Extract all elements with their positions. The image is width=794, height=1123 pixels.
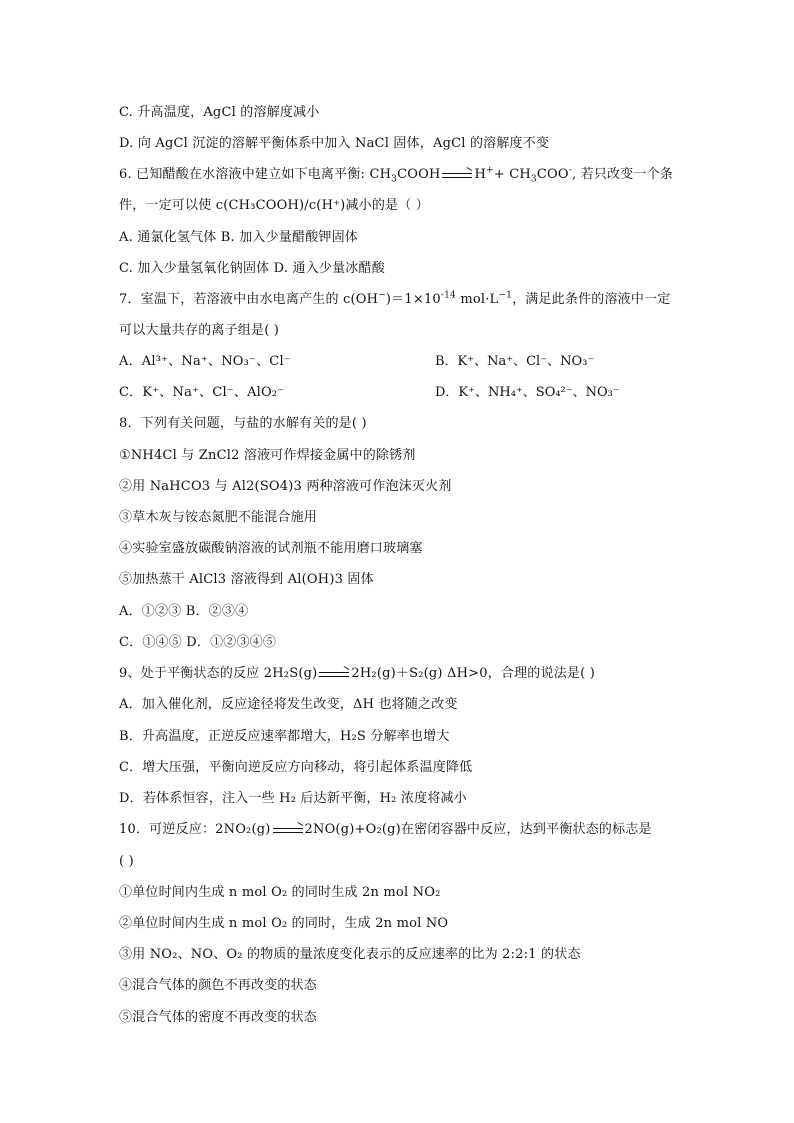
q10-stem: 10．可逆反应：2NO₂(g) 2NO(g)+O₂(g)在密闭容器中反应，达到平衡状态的标志是: [119, 822, 652, 837]
q10-item-1: ①单位时间内生成 n mol O₂ 的同时生成 2n mol NO₂: [119, 885, 441, 900]
q9-option-c: C．增大压强，平衡向逆反应方向移动，将引起体系温度降低: [119, 760, 473, 775]
q10-stem-line2: ( ): [119, 854, 134, 869]
q7-stem: 7．室温下，若溶液中由水电离产生的 $c(OH^-)=1\times 10^{-14}$ $mol\cdot L^{-1}$，满足此条件的溶液中一定: [119, 290, 671, 307]
q5-option-c: C. 升高温度，AgCl 的溶解度减小: [119, 105, 320, 120]
equilibrium-arrow-icon: [442, 171, 472, 179]
q8-item-5: ⑤加热蒸干 AlCl3 溶液得到 Al(OH)3 固体: [119, 572, 374, 587]
q8-item-4: ④实验室盛放碳酸钠溶液的试剂瓶不能用磨口玻璃塞: [119, 541, 423, 556]
q10-item-3: ③用 NO₂、NO、O₂ 的物质的量浓度变化表示的反应速率的比为 2:2:1 的状态: [119, 947, 581, 962]
q9-option-d: D．若体系恒容，注入一些 H₂ 后达新平衡，H₂ 浓度将减小: [119, 791, 467, 806]
q9-option-a: A．加入催化剂，反应途径将发生改变，ΔH 也将随之改变: [119, 697, 458, 712]
q9-stem: 9、处于平衡状态的反应 2H₂S(g) 2H₂(g)＋S₂(g) ΔH>0，合理的说法是( ): [119, 666, 595, 681]
q8-stem: 8．下列有关问题，与盐的水解有关的是( ): [119, 416, 367, 431]
q10-item-5: ⑤混合气体的密度不再改变的状态: [119, 1010, 318, 1025]
q10-item-2: ②单位时间内生成 n mol O₂ 的同时，生成 2n mol NO: [119, 916, 449, 931]
q6-stem-line2: 件，一定可以使 c(CH₃COOH)/c(H⁺)减小的是（ ）: [119, 198, 429, 213]
q7-option-d: D．K⁺、NH₄⁺、SO₄²⁻、NO₃⁻: [435, 385, 620, 400]
q8-item-1: ①NH4Cl 与 ZnCl2 溶液可作焊接金属中的除锈剂: [119, 448, 416, 463]
q8-options-ab: A．①②③ B．②③④: [119, 604, 249, 619]
q9-option-b: B．升高温度，正逆反应速率都增大，H₂S 分解率也增大: [119, 729, 450, 744]
q7-option-b: B．K⁺、Na⁺、Cl⁻、NO₃⁻: [435, 354, 595, 369]
q5-option-d: D. 向 AgCl 沉淀的溶解平衡体系中加入 NaCl 固体，AgCl 的溶解度不变: [119, 136, 550, 151]
q6-stem: 6. 已知醋酸在水溶液中建立如下电离平衡: $CH_3COOH$ $H^++ CH_3COO^-$, 若只改变一个条: [119, 165, 674, 185]
q8-item-2: ②用 NaHCO3 与 Al2(SO4)3 两种溶液可作泡沫灭火剂: [119, 479, 452, 494]
q7-option-a: A．Al³⁺、Na⁺、NO₃⁻、Cl⁻: [119, 354, 291, 369]
equilibrium-arrow-icon: [319, 670, 349, 678]
q7-stem-line2: 可以大量共存的离子组是( ): [119, 323, 280, 338]
q6-options-cd: C. 加入少量氢氧化钠固体 D. 通入少量冰醋酸: [119, 261, 385, 276]
q8-item-3: ③草木灰与铵态氮肥不能混合施用: [119, 510, 318, 525]
q7-option-c: C．K⁺、Na⁺、Cl⁻、AlO₂⁻: [119, 385, 285, 400]
q10-item-4: ④混合气体的颜色不再改变的状态: [119, 978, 318, 993]
equilibrium-arrow-icon: [273, 826, 303, 834]
q8-options-cd: C．①④⑤ D．①②③④⑤: [119, 635, 277, 650]
q6-options-ab: A. 通氯化氢气体 B. 加入少量醋酸钾固体: [119, 230, 359, 245]
